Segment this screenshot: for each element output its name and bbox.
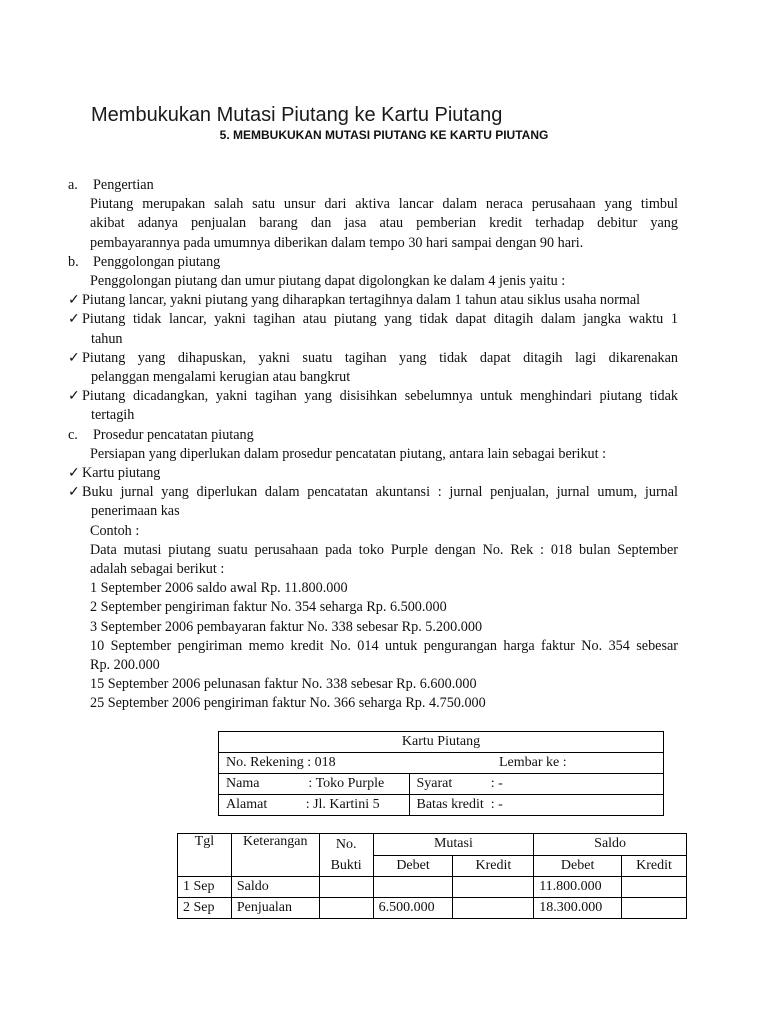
table-row [219,795,664,816]
cell-keterangan: Saldo [231,877,319,898]
ledger-table [177,833,687,919]
cell-keterangan: Penjualan [231,898,319,919]
header-mutasi-debet: Debet [373,855,453,877]
section-a-heading: a. Pengertian [68,177,154,193]
example-line: 10 September pengiriman memo kredit No. 014 untuk pengurangan harga faktur No. 354 sebesar [90,637,678,654]
example-line: 15 September 2006 pelunasan faktur No. 338 sebesar Rp. 6.600.000 [90,676,477,693]
section-a-text-line: akibat adanya penjualan barang dan jasa atau pemberian kredit terhadap debitur yang [90,215,678,232]
list-item: ✓ Piutang tidak lancar, yakni tagihan atau piutang yang tidak dapat ditagih dalam jangka waktu 1 [68,310,678,329]
header-saldo: Saldo [534,834,687,856]
cell-saldo-kredit [622,877,687,898]
example-line: 1 September 2006 saldo awal Rp. 11.800.000 [90,580,348,597]
kartu-piutang-table [218,731,664,816]
example-line: 2 September pengiriman faktur No. 354 seharga Rp. 6.500.000 [90,599,447,616]
section-b-intro: Penggolongan piutang dan umur piutang dapat digolongkan ke dalam 4 jenis yaitu : [90,273,566,290]
table-row [219,753,664,774]
cell-mutasi-debet [373,877,453,898]
header-saldo-debet: Debet [534,855,622,877]
header-saldo-kredit: Kredit [622,855,687,877]
checkmark-icon: ✓ [68,292,80,309]
example-line: adalah sebagai berikut : [90,561,225,578]
nama: Nama : Toko Purple [219,774,410,795]
header-mutasi-kredit: Kredit [453,855,534,877]
document-subtitle: 5. MEMBUKUKAN MUTASI PIUTANG KE KARTU PIUTANG [219,128,549,142]
checkmark-icon: ✓ [68,484,80,501]
cell-bukti [319,898,373,919]
list-item-continuation: tertagih [91,407,135,424]
list-item-continuation: penerimaan kas [91,503,180,520]
contoh-label: Contoh : [90,522,140,539]
example-line: 25 September 2006 pengiriman faktur No. 366 seharga Rp. 4.750.000 [90,695,486,712]
list-item-continuation: tahun [91,330,123,347]
no-rekening: No. Rekening : 018 [219,753,410,774]
alamat: Alamat : Jl. Kartini 5 [219,795,410,816]
section-b-heading: b. Penggolongan piutang [68,253,221,270]
document-body [68,176,678,714]
kartu-title: Kartu Piutang [219,732,664,753]
table-row [178,877,687,898]
document-title: Membukukan Mutasi Piutang ke Kartu Piutang [91,104,503,126]
lembar-ke: Lembar ke : [409,753,664,774]
header-tgl: Tgl [178,834,232,877]
section-c-intro: Persiapan yang diperlukan dalam prosedur pencatatan piutang, antara lain sebagai berikut : [90,445,607,462]
checkmark-icon: ✓ [68,465,80,482]
table-row [219,774,664,795]
header-no-bukti: No. Bukti [319,834,373,877]
cell-saldo-kredit [622,898,687,919]
table-row [219,732,664,753]
table-header-row [178,834,687,856]
list-item: ✓ Piutang dicadangkan, yakni tagihan yang disisihkan sebelumnya untuk menghindari piutang tidak [68,387,678,406]
example-line: Data mutasi piutang suatu perusahaan pada toko Purple dengan No. Rek : 018 bulan September [90,541,678,558]
cell-tgl: 1 Sep [178,877,232,898]
cell-saldo-debet: 11.800.000 [534,877,622,898]
list-item: ✓ Buku jurnal yang diperlukan dalam pencatatan akuntansi : jurnal penjualan, jurnal umum, jurnal [68,483,678,502]
list-item: ✓ Kartu piutang [68,464,678,483]
cell-mutasi-debet: 6.500.000 [373,898,453,919]
example-line: Rp. 200.000 [90,657,160,674]
checkmark-icon: ✓ [68,311,80,328]
header-keterangan: Keterangan [231,834,319,877]
cell-bukti [319,877,373,898]
checkmark-icon: ✓ [68,349,80,366]
section-a-text-line: Piutang merupakan salah satu unsur dari aktiva lancar dalam neraca perusahaan yang timbul [90,196,678,213]
cell-mutasi-kredit [453,877,534,898]
cell-tgl: 2 Sep [178,898,232,919]
batas-kredit: Batas kredit : - [409,795,664,816]
header-mutasi: Mutasi [373,834,534,856]
table-row [178,898,687,919]
section-c-heading: c. Prosedur pencatatan piutang [68,426,254,443]
example-line: 3 September 2006 pembayaran faktur No. 338 sebesar Rp. 5.200.000 [90,618,483,635]
list-item: ✓ Piutang yang dihapuskan, yakni suatu tagihan yang tidak dapat ditagih lagi dikarenakan [68,349,678,368]
list-item-continuation: pelanggan mengalami kerugian atau bangkrut [91,369,351,386]
section-a-text-line: pembayarannya pada umumnya diberikan dalam tempo 30 hari sampai dengan 90 hari. [90,234,584,251]
cell-mutasi-kredit [453,898,534,919]
cell-saldo-debet: 18.300.000 [534,898,622,919]
list-item: ✓ Piutang lancar, yakni piutang yang diharapkan tertagihnya dalam 1 tahun atau siklus usaha normal [68,291,678,310]
syarat: Syarat : - [409,774,664,795]
checkmark-icon: ✓ [68,388,80,405]
